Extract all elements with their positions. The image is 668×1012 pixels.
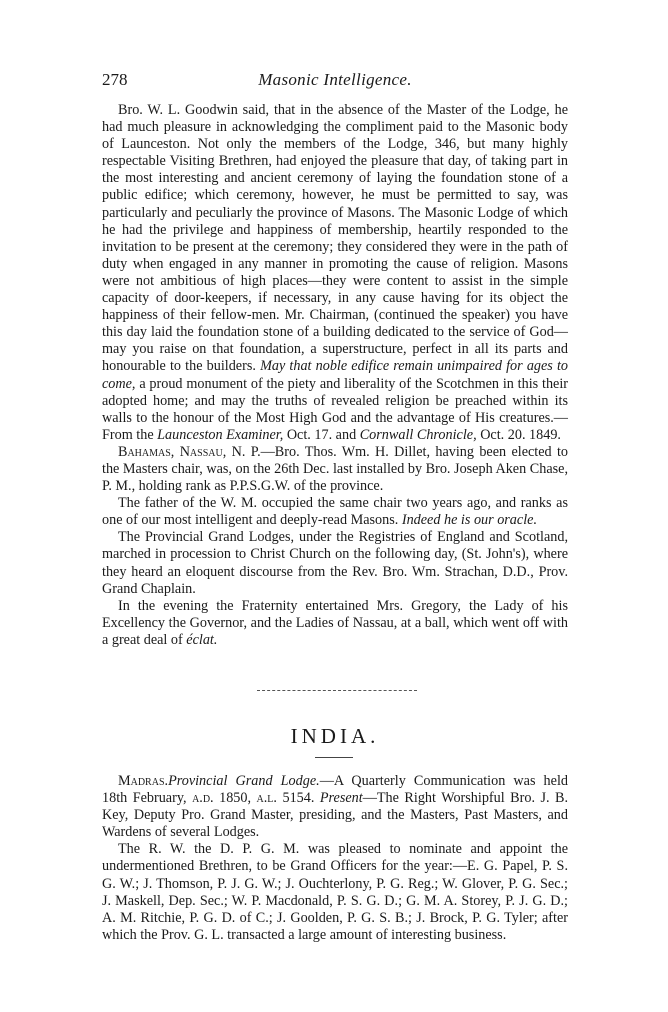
running-title: Masonic Intelligence.	[258, 70, 412, 89]
source-launceston-examiner: Launceston Examiner,	[157, 426, 284, 443]
present-text: —The Right Worshipful Bro. J. B. Key, Deputy Pro. Grand Master, presiding, and the Masters, Past Masters, and Wardens of several Lodges.	[102, 790, 569, 841]
india-heading: INDIA.	[290, 724, 380, 748]
eclat-word: éclat.	[186, 631, 218, 648]
section-divider	[257, 690, 417, 691]
masonic-news-block	[102, 102, 568, 649]
bahamas-text: N. P.—Bro. Thos. Wm. H. Dillet, having been elected to the Masters chair, was, on the 26th Dec. last installed by Bro. Joseph Aken Chase, P. M., holding rank as P.P.S.G.W. of the province.	[102, 443, 568, 495]
ball-text: In the evening the Fraternity entertained Mrs. Gregory, the Lady of his Excellency the Governor, and the Ladies of Nassau, at a ball, which went off with a great deal of	[102, 597, 568, 648]
page-number: 278	[102, 70, 128, 89]
heading-underline	[315, 757, 353, 758]
communication-text: —A Quarterly Communication was held 18th February,	[102, 773, 568, 807]
goodwin-wish: May that noble edifice remain unimpaired for ages to come,	[102, 358, 569, 392]
source-date-1: Oct. 17. and	[286, 426, 357, 443]
year-1850: 1850,	[219, 790, 252, 807]
provincial-grand-lodge: Provincial Grand Lodge.	[168, 773, 320, 789]
bahamas-place: Bahamas, Nassau,	[118, 443, 227, 460]
source-date-2: Oct. 20. 1849.	[480, 426, 561, 443]
procession-paragraph: The Provincial Grand Lodges, under the Registries of England and Scotland, marched in procession to Christ Church on the following day, (St. John's), where they heard an eloquent discourse from the Rev. Bro. Wm. Strachan, D.D., Prov. Grand Chaplain.	[102, 529, 568, 597]
father-text: The father of the W. M. occupied the same chair two years ago, and ranks as one of our most intelligent and deeply-read Masons.	[102, 495, 568, 529]
source-cornwall-chronicle: Cornwall Chronicle,	[359, 426, 477, 443]
present-label: Present	[319, 790, 363, 807]
officers-paragraph: The R. W. the D. P. G. M. was pleased to nominate and appoint the undermentioned Brethren, to be Grand Officers for the year:—E. G. Papel, P. S. G. W.; J. Thomson, P. J. G. W.; J. Ouchterlony, P. G. Reg.; W. Glover, P. G. Sec.; J. Maskell, Dep. Sec.; W. P. Macdonald, P. S. G. D.; G. M. A. Storey, P. J. G. D.; A. M. Ritchie, P. G. D. of C.; J. Goolden, P. G. S. B.; J. Brock, P. G. Tyler; after which the Prov. G. L. transacted a large amount of interesting business.	[102, 841, 568, 943]
goodwin-speech: Bro. W. L. Goodwin said, that in the absence of the Master of the Lodge, he had much pleasure in acknowledging the compliment paid to the Masonic body of Launceston. Not only the members of the Lodge, 346, but many highly respectable Visiting Brethren, had enjoyed the pleasure that day, of taking part in the most interesting and ancient ceremony of laying the foundation stone of a public edifice; which ceremony, however, he must be permitted to say, was particularly and peculiarly the province of Masons. The Masonic Lodge of which he had the privilege and happiness of membership, heartily responded to the invitation to be present at the ceremony; they considered they were in the path of duty when engaged in any manner in promoting the cause of religion. Masons were not ambitious of high places—they were content to assist in the simple capacity of door-keepers, if necessary, in any cause having for its object the happiness of their fellow-men. Mr. Chairman, (continued the speaker) you have this day laid the foundation stone of a building dedicated to the service of God—may you raise on that foundation, a superstructure, perfect in all its parts and honourable to the builders.	[102, 102, 568, 375]
year-5154: 5154.	[282, 790, 315, 807]
india-news-block	[102, 773, 568, 944]
anno-domini: a.d.	[192, 790, 214, 807]
madras-place: Madras.	[118, 773, 169, 789]
page-header	[102, 70, 568, 94]
father-paragraph	[102, 495, 568, 529]
bahamas-paragraph	[102, 444, 568, 495]
goodwin-paragraph	[102, 102, 568, 444]
goodwin-speech-end: a proud monument of the piety and liberality of the Scotchmen in this their adopted home; and may the truths of revealed religion be preached within its walls to the honour of the Most High God and the advantage of His creatures.—From the	[102, 375, 569, 443]
oracle-text: Indeed he is our oracle.	[401, 512, 537, 529]
madras-paragraph	[102, 773, 568, 841]
anno-lucis: a.l.	[256, 790, 277, 807]
ball-paragraph	[102, 598, 568, 649]
